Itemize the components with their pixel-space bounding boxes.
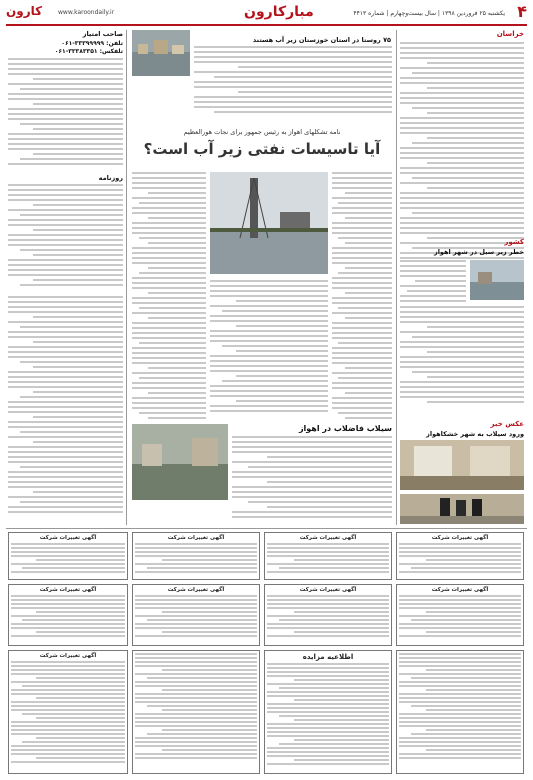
ad-title: آگهی تغییرات شرکت xyxy=(39,653,97,659)
section-khorasan: خراسان xyxy=(496,30,524,38)
ad-notice xyxy=(8,650,128,774)
section-divider xyxy=(6,528,527,529)
sewage-flood-photo xyxy=(132,424,228,500)
paper-brand: مبارکارون xyxy=(244,4,314,20)
ad-notice xyxy=(132,532,260,580)
ad-notice xyxy=(396,532,524,580)
column-divider xyxy=(396,30,397,525)
ad-title: آگهی تغییرات شرکت xyxy=(431,587,489,593)
city-flood-photo xyxy=(470,260,524,300)
column-divider xyxy=(126,30,127,525)
flood-house-photo xyxy=(400,440,524,490)
auction-notice xyxy=(264,650,392,774)
right-headline-1: خطر زیر سیل در شهر اهواز xyxy=(433,248,524,256)
masthead xyxy=(6,4,527,26)
section-photo-news: عکس خبر xyxy=(490,420,524,428)
ad-notice xyxy=(8,584,128,646)
phone-number: تلفن: ۳۳۳۹۹۹۹۹-۰۶۱ xyxy=(61,40,123,47)
auction-title: اطلاعیه مزایده xyxy=(302,653,354,661)
left-text-block-2 xyxy=(8,184,123,289)
main-story-col-4 xyxy=(332,172,392,422)
main-story-col-2 xyxy=(210,280,328,415)
main-kicker: نامه تشکلهای اهواز به رئیس جمهور برای نجات هورالعظیم xyxy=(183,128,341,136)
right-headline-2: ورود سیلاب به شهر خشکاهواز xyxy=(426,430,524,438)
left-column-heading: صاحب امتیاز xyxy=(82,30,123,38)
sewage-story-text xyxy=(232,436,392,521)
ad-notice xyxy=(132,584,260,646)
page-number: ۴ xyxy=(517,2,527,21)
ad-notice xyxy=(264,584,392,646)
ad-notice xyxy=(396,650,524,774)
ad-title: آگهی تغییرات شرکت xyxy=(39,587,97,593)
fax-number: تلفکس: ۳۳۳۸۳۳۵۱-۰۶۱ xyxy=(54,48,123,55)
women-in-flood-photo xyxy=(400,494,524,524)
ad-notice xyxy=(132,650,260,774)
left-text-block-3 xyxy=(8,296,123,516)
right-text-block-2 xyxy=(400,260,466,305)
main-headline: آیا تاسیسات نفتی زیر آب است؟ xyxy=(143,140,381,158)
villages-story-text xyxy=(194,46,392,116)
ad-title: آگهی تغییرات شرکت xyxy=(167,535,225,541)
ad-notice xyxy=(8,532,128,580)
right-text-block-3 xyxy=(400,306,524,406)
ad-title: آگهی تغییرات شرکت xyxy=(431,535,489,541)
logo: کارون xyxy=(6,4,43,18)
ad-notice xyxy=(396,584,524,646)
left-text-block xyxy=(8,58,123,168)
ad-title: آگهی تغییرات شرکت xyxy=(167,587,225,593)
section-kashur: کشور xyxy=(504,238,524,246)
flood-village-photo xyxy=(132,30,190,76)
ad-notice xyxy=(264,532,392,580)
ad-title: آگهی تغییرات شرکت xyxy=(39,535,97,541)
oil-facility-flood-photo xyxy=(210,172,328,274)
website-url[interactable]: www.karoondaily.ir xyxy=(58,9,115,16)
ad-title: آگهی تغییرات شرکت xyxy=(299,535,357,541)
left-column-subheading: روزنامه xyxy=(98,174,123,182)
ad-title: آگهی تغییرات شرکت xyxy=(299,587,357,593)
sewage-headline: سیلاب فاضلاب در اهواز xyxy=(298,424,392,433)
main-story-col-1 xyxy=(132,172,206,422)
dateline: یکشنبه ۲۵ فروردین ۱۳۹۸ | سال بیست‌وچهارم | شماره ۴۴۱۳ xyxy=(353,10,505,17)
headline-villages-flooded: ۷۵ روستا در استان خوزستان زیر آب هستند xyxy=(252,36,391,44)
right-text-block xyxy=(400,42,524,262)
